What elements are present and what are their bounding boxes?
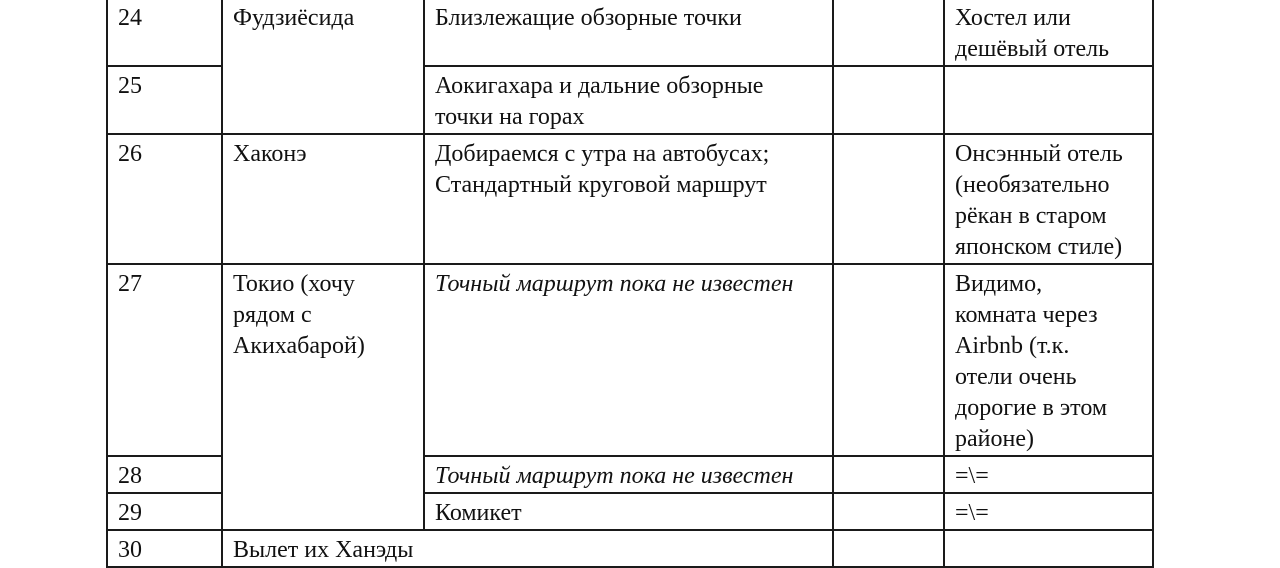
stay-cell <box>944 66 1153 134</box>
plan-cell: Близлежащие обзорные точки <box>424 0 833 66</box>
stay-cell <box>944 530 1153 567</box>
day-number-cell: 25 <box>107 66 222 134</box>
table-row <box>107 264 1153 456</box>
stay-cell: Видимо, комната через Airbnb (т.к. отели очень дорогие в этом районе) <box>944 264 1153 456</box>
day-number-cell: 30 <box>107 530 222 567</box>
empty-cell <box>833 0 944 66</box>
day-number-cell: 26 <box>107 134 222 264</box>
empty-cell <box>833 264 944 456</box>
day-number-cell: 24 <box>107 0 222 66</box>
day-number-cell: 29 <box>107 493 222 530</box>
day-number-cell: 27 <box>107 264 222 456</box>
place-cell: Хаконэ <box>222 134 424 264</box>
stay-cell: =\= <box>944 493 1153 530</box>
plan-cell: Точный маршрут пока не известен <box>424 456 833 493</box>
empty-cell <box>833 493 944 530</box>
itinerary-table <box>106 0 1154 568</box>
stay-cell: Хостел или дешёвый отель <box>944 0 1153 66</box>
stay-cell: =\= <box>944 456 1153 493</box>
plan-cell: Точный маршрут пока не известен <box>424 264 833 456</box>
empty-cell <box>833 530 944 567</box>
plan-cell: Комикет <box>424 493 833 530</box>
plan-cell: Добираемся с утра на автобусах; Стандартный круговой маршрут <box>424 134 833 264</box>
plan-cell: Аокигахара и дальние обзорные точки на горах <box>424 66 833 134</box>
table-row <box>107 0 1153 66</box>
empty-cell <box>833 456 944 493</box>
table-row <box>107 134 1153 264</box>
place-cell: Токио (хочу рядом с Акихабарой) <box>222 264 424 530</box>
place-cell: Фудзиёсида <box>222 0 424 134</box>
stay-cell: Онсэнный отель (необязательно рёкан в старом японском стиле) <box>944 134 1153 264</box>
departure-cell: Вылет их Ханэды <box>222 530 833 567</box>
empty-cell <box>833 66 944 134</box>
empty-cell <box>833 134 944 264</box>
table-row <box>107 530 1153 567</box>
day-number-cell: 28 <box>107 456 222 493</box>
